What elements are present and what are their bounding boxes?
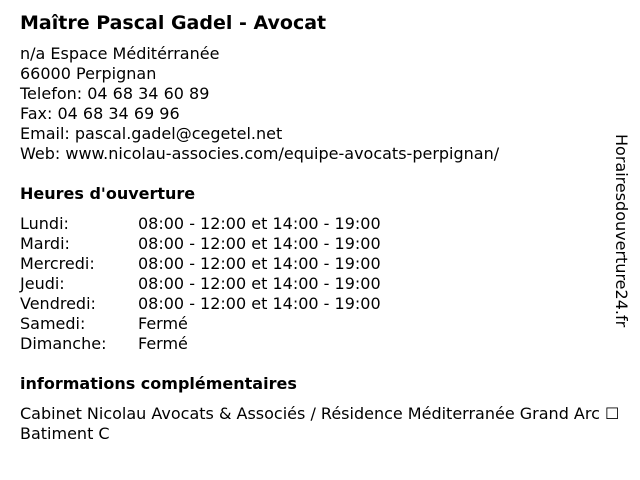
hours-time-value: 08:00 - 12:00 et 14:00 - 19:00 [138, 234, 381, 253]
page-title: Maître Pascal Gadel - Avocat [20, 12, 327, 34]
hours-day-label: Jeudi: [20, 274, 65, 293]
contact-block [20, 44, 499, 164]
hours-time-value: 08:00 - 12:00 et 14:00 - 19:00 [138, 214, 381, 233]
info-text: Cabinet Nicolau Avocats & Associés / Résidence Méditerranée Grand Arc ☐ Batiment C [20, 404, 620, 443]
hours-day-label: Mardi: [20, 234, 70, 253]
hours-time-value: 08:00 - 12:00 et 14:00 - 19:00 [138, 294, 381, 313]
watermark [612, 134, 632, 344]
hours-time-value: 08:00 - 12:00 et 14:00 - 19:00 [138, 274, 381, 293]
watermark-text: Horairesdouverture24.fr [612, 134, 631, 328]
hours-day-label: Dimanche: [20, 334, 107, 353]
hours-day-label: Vendredi: [20, 294, 96, 313]
web-line: Web: www.nicolau-associes.com/equipe-avocats-perpignan/ [20, 144, 500, 163]
hours-time-value: 08:00 - 12:00 et 14:00 - 19:00 [138, 254, 381, 273]
hours-heading: Heures d'ouverture [20, 184, 196, 203]
address-line-2: 66000 Perpignan [20, 64, 157, 83]
hours-day-label: Mercredi: [20, 254, 95, 273]
hours-day-label: Lundi: [20, 214, 69, 233]
hours-time-value: Fermé [138, 314, 188, 333]
address-line-1: n/a Espace Méditérranée [20, 44, 220, 63]
phone-line: Telefon: 04 68 34 60 89 [20, 84, 210, 103]
hours-day-label: Samedi: [20, 314, 86, 333]
fax-line: Fax: 04 68 34 69 96 [20, 104, 180, 123]
hours-time-value: Fermé [138, 334, 188, 353]
email-line: Email: pascal.gadel@cegetel.net [20, 124, 283, 143]
info-heading: informations complémentaires [20, 374, 297, 393]
